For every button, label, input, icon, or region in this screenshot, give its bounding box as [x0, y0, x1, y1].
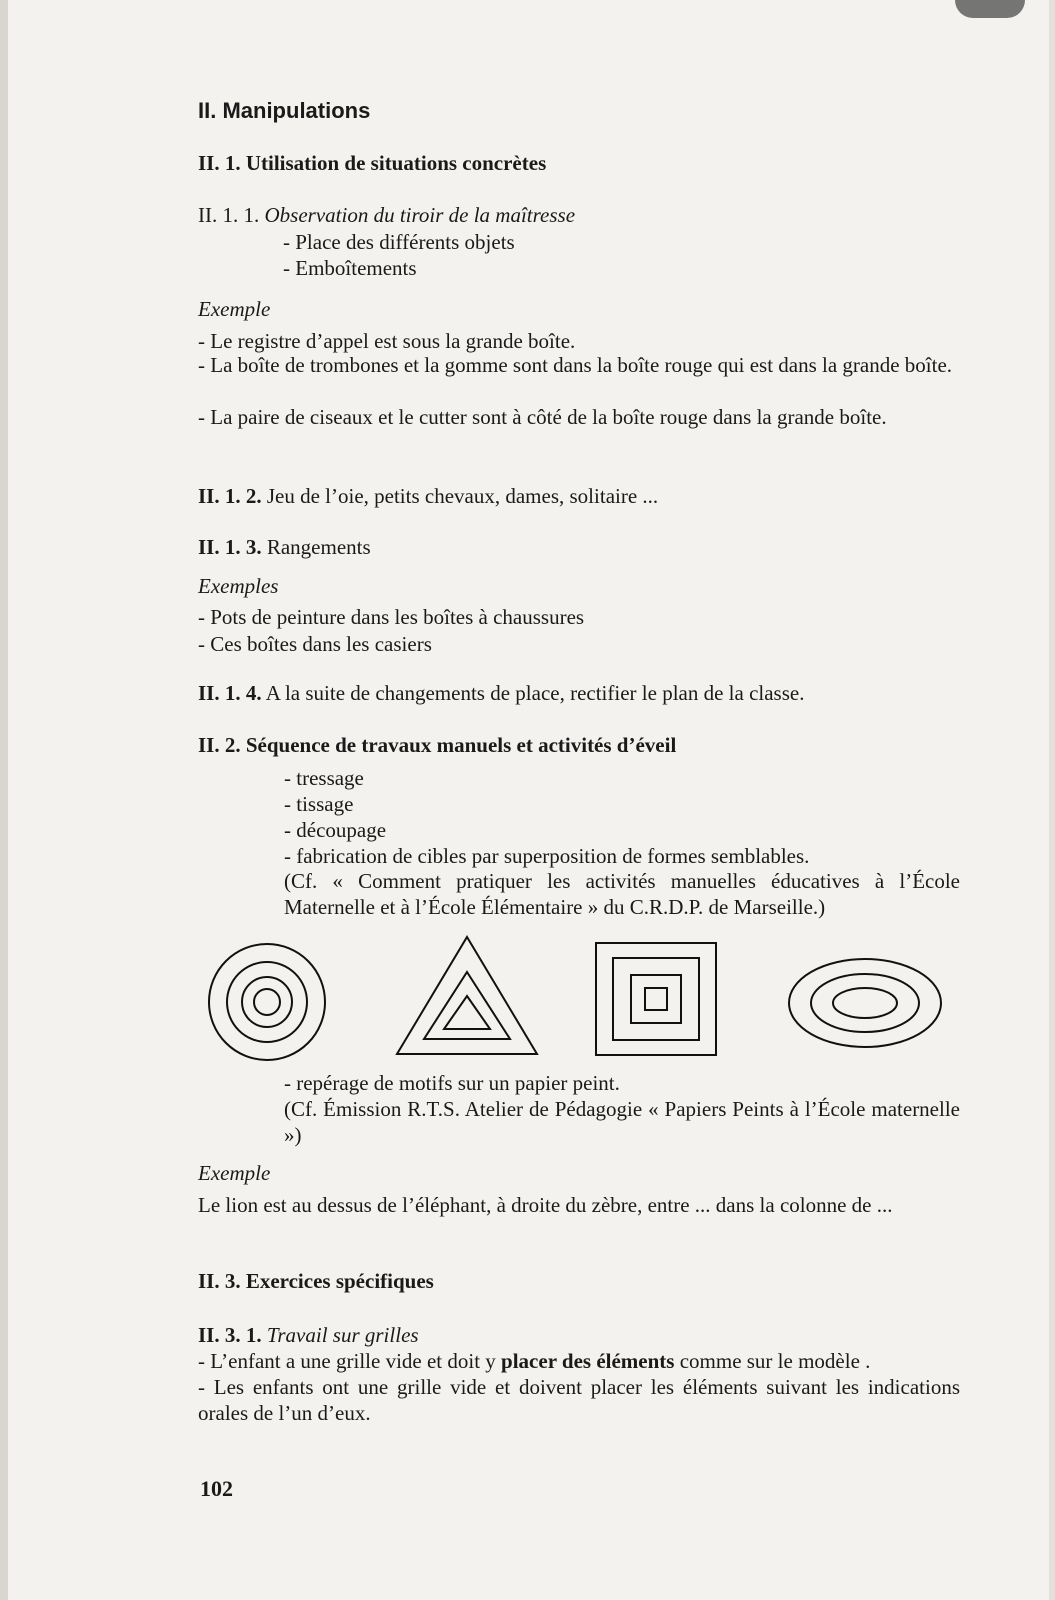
subheading-number: II. 1. 1. [198, 203, 260, 227]
heading-II-3: II. 3. Exercices spécifiques [198, 1269, 434, 1293]
example-label: Exemple [198, 1161, 271, 1185]
list-item: - découpage [284, 818, 387, 842]
line-bold-text: placer des éléments [501, 1349, 675, 1373]
subheading-II-1-1 [198, 202, 575, 228]
section-title: II. Manipulations [198, 98, 371, 123]
line-text: - L’enfant a une grille vide et doit y [198, 1349, 502, 1373]
subheading-II-1-2 [198, 483, 658, 509]
subheading-title: Observation du tiroir de la maîtresse [264, 203, 576, 227]
heading-II-2: II. 2. Séquence de travaux manuels et activités d’éveil [198, 733, 677, 757]
list-item: - Emboîtements [283, 256, 417, 280]
subheading-title: Travail sur grilles [266, 1323, 419, 1347]
examples-label: Exemples [198, 574, 279, 598]
example-line: - La paire de ciseaux et le cutter sont à côté de la boîte rouge dans la grande boîte. [198, 405, 887, 429]
subheading-number: II. 3. 1. [198, 1323, 262, 1347]
list-item: - fabrication de cibles par superposition de formes semblables. [284, 844, 810, 868]
list-item: - tressage [284, 766, 364, 790]
line-text: comme sur le modèle . [674, 1349, 871, 1373]
page-edge-right [1049, 0, 1055, 1600]
citation-rts: (Cf. Émission R.T.S. Atelier de Pédagogie « Papiers Peints à l’École maternelle ») [284, 1097, 960, 1147]
concentric-triangles-shape [392, 934, 542, 1058]
concentric-circles-shape [205, 940, 330, 1065]
page-number: 102 [200, 1476, 233, 1501]
example-line: Le lion est au dessus de l’éléphant, à droite du zèbre, entre ... dans la colonne de ... [198, 1193, 893, 1217]
grid-line-1 [198, 1348, 870, 1374]
example-line: - Ces boîtes dans les casiers [198, 632, 432, 656]
citation-crdp: (Cf. « Comment pratiquer les activités manuelles éducatives à l’École Maternelle et à l’École Élémentaire » du C.R.D.P. de Marseille.) [284, 869, 960, 919]
subheading-number: II. 1. 2. [198, 484, 262, 508]
subheading-II-1-4 [198, 680, 804, 706]
subheading-number: II. 1. 3. [198, 535, 262, 559]
example-line: - Pots de peinture dans les boîtes à chaussures [198, 605, 585, 629]
list-item: - repérage de motifs sur un papier peint. [284, 1071, 620, 1095]
scan-shadow [955, 0, 1025, 18]
subheading-text: Jeu de l’oie, petits chevaux, dames, solitaire ... [266, 484, 659, 508]
page-edge-left [0, 0, 8, 1600]
concentric-squares-shape [593, 940, 719, 1058]
example-line: - Le registre d’appel est sous la grande boîte. [198, 329, 576, 353]
example-line: - La boîte de trombones et la gomme sont dans la boîte rouge qui est dans la grande boîte. [198, 353, 953, 377]
subheading-number: II. 1. 4. [198, 681, 262, 705]
concentric-ellipses-shape [785, 955, 945, 1051]
subheading-text: A la suite de changements de place, rectifier le plan de la classe. [265, 681, 805, 705]
example-label: Exemple [198, 297, 271, 321]
subheading-II-1-3 [198, 534, 371, 560]
list-item: - Place des différents objets [283, 230, 515, 254]
grid-line-2: - Les enfants ont une grille vide et doivent placer les éléments suivant les indications orales de l’un d’eux. [198, 1375, 960, 1425]
heading-II-1: II. 1. Utilisation de situations concrètes [198, 151, 547, 175]
subheading-II-3-1 [198, 1322, 419, 1348]
subheading-text: Rangements [266, 535, 371, 559]
list-item: - tissage [284, 792, 354, 816]
